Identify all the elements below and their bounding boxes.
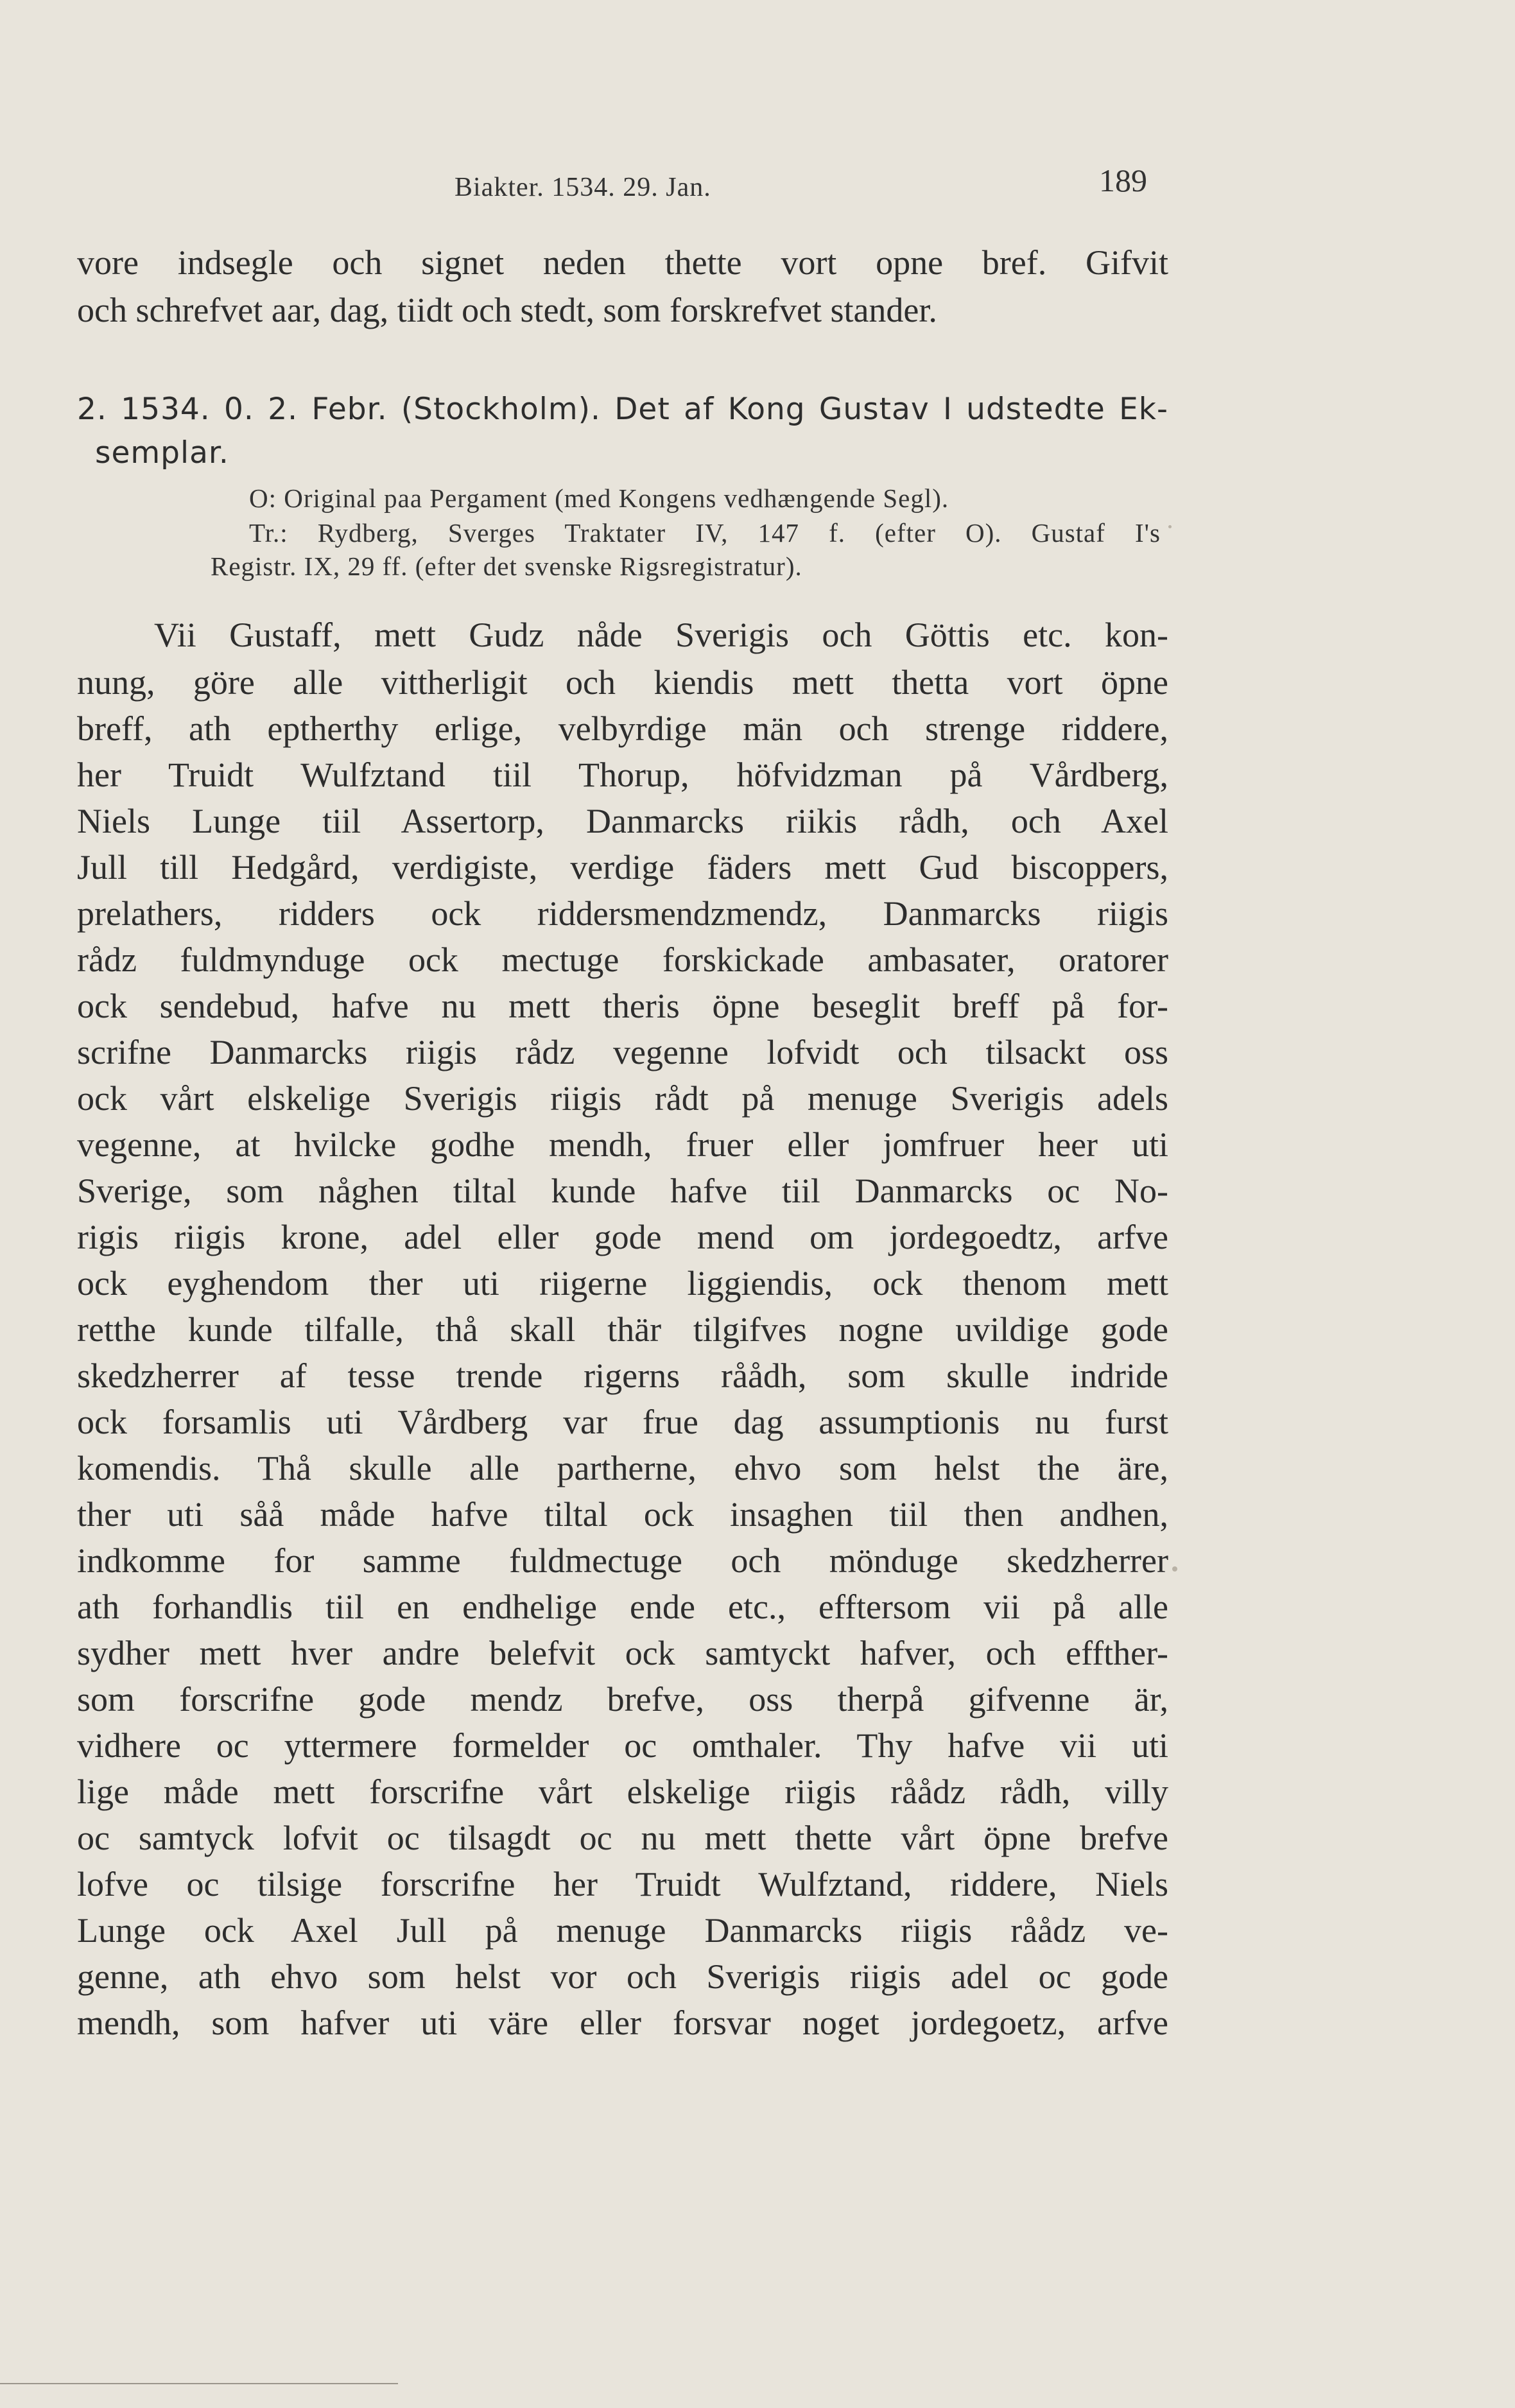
body-line: ock vårt elskelige Sverigis riigis rådt på menuge Sverigis adels	[77, 1079, 1168, 1118]
body-line: skedzherrer af tesse trende rigerns råådh, som skulle indride	[77, 1356, 1168, 1395]
body-line: ther uti såå måde hafve tiltal ock insaghen tiil then andhen,	[77, 1495, 1168, 1534]
source-original: O: Original paa Pergament (med Kongens vedhængende Segl).	[249, 483, 949, 513]
body-line: komendis. Thå skulle alle partherne, ehvo som helst the äre,	[77, 1449, 1168, 1487]
body-line: oc samtyck lofvit oc tilsagdt oc nu mett thette vårt öpne brefve	[77, 1819, 1168, 1857]
body-line: sydher mett hver andre belefvit ock samtyckt hafver, och effther-	[77, 1634, 1168, 1672]
body-line: mendh, som hafver uti väre eller forsvar noget jordegoetz, arfve	[77, 2004, 1168, 2042]
body-line: ock eyghendom ther uti riigerne liggiendis, ock thenom mett	[77, 1264, 1168, 1303]
body-line: ock forsamlis uti Vårdberg var frue dag assumptionis nu furst	[77, 1403, 1168, 1441]
body-line: indkomme for samme fuldmectuge och mönduge skedzherrer	[77, 1541, 1168, 1580]
body-line: lige måde mett forscrifne vårt elskelige riigis råådz rådh, villy	[77, 1772, 1168, 1811]
page-edge-rule	[0, 2383, 398, 2384]
source-transcript: Tr.: Rydberg, Sverges Traktater IV, 147 f. (efter O). Gustaf I's	[249, 518, 1161, 548]
running-header: Biakter. 1534. 29. Jan.	[454, 173, 711, 202]
page-number: 189	[1099, 162, 1147, 198]
body-line: Niels Lunge tiil Assertorp, Danmarcks riikis rådh, och Axel	[77, 802, 1168, 840]
document-heading-continued: semplar.	[95, 435, 229, 471]
body-line: vidhere oc yttermere formelder oc omthaler. Thy hafve vii uti	[77, 1726, 1168, 1765]
body-line: rådz fuldmynduge ock mectuge forskickade ambasater, oratorer	[77, 940, 1168, 979]
body-line: prelathers, ridders ock riddersmendzmendz, Danmarcks riigis	[77, 894, 1168, 933]
body-line: nung, göre alle vittherligit och kiendis mett thetta vort öpne	[77, 663, 1168, 702]
body-line: vegenne, at hvilcke godhe mendh, fruer eller jomfruer heer uti	[77, 1125, 1168, 1164]
paper-speck	[1172, 1566, 1177, 1572]
body-line: rigis riigis krone, adel eller gode mend om jordegoedtz, arfve	[77, 1218, 1168, 1256]
body-line: lofve oc tilsige forscrifne her Truidt Wulfztand, riddere, Niels	[77, 1865, 1168, 1903]
document-heading: 2. 1534. 0. 2. Febr. (Stockholm). Det af Kong Gustav I udstedte Ek-	[77, 392, 1168, 427]
body-line: Jull till Hedgård, verdigiste, verdige fäders mett Gud biscoppers,	[77, 848, 1168, 887]
source-transcript-continued: Registr. IX, 29 ff. (efter det svenske Rigsregistratur).	[211, 551, 802, 581]
body-line: breff, ath eptherthy erlige, velbyrdige män och strenge riddere,	[77, 709, 1168, 748]
paper-speck	[1168, 525, 1172, 528]
intro-line: vore indsegle och signet neden thette vort opne bref. Gifvit	[77, 243, 1168, 282]
body-line: Sverige, som någhen tiltal kunde hafve tiil Danmarcks oc No-	[77, 1172, 1168, 1210]
body-line: Vii Gustaff, mett Gudz nåde Sverigis och Göttis etc. kon-	[154, 616, 1168, 654]
body-line: retthe kunde tilfalle, thå skall thär tilgifves nogne uvildige gode	[77, 1310, 1168, 1349]
body-line: genne, ath ehvo som helst vor och Sverigis riigis adel oc gode	[77, 1957, 1168, 1996]
body-line: scrifne Danmarcks riigis rådz vegenne lofvidt och tilsackt oss	[77, 1033, 1168, 1071]
body-line: her Truidt Wulfztand tiil Thorup, höfvidzman på Vårdberg,	[77, 756, 1168, 794]
intro-line: och schrefvet aar, dag, tiidt och stedt, som forskrefvet stander.	[77, 291, 937, 329]
body-line: som forscrifne gode mendz brefve, oss therpå gifvenne är,	[77, 1680, 1168, 1719]
body-line: ock sendebud, hafve nu mett theris öpne beseglit breff på for-	[77, 987, 1168, 1025]
body-line: ath forhandlis tiil en endhelige ende etc., efftersom vii på alle	[77, 1588, 1168, 1626]
body-line: Lunge ock Axel Jull på menuge Danmarcks riigis råådz ve-	[77, 1911, 1168, 1950]
